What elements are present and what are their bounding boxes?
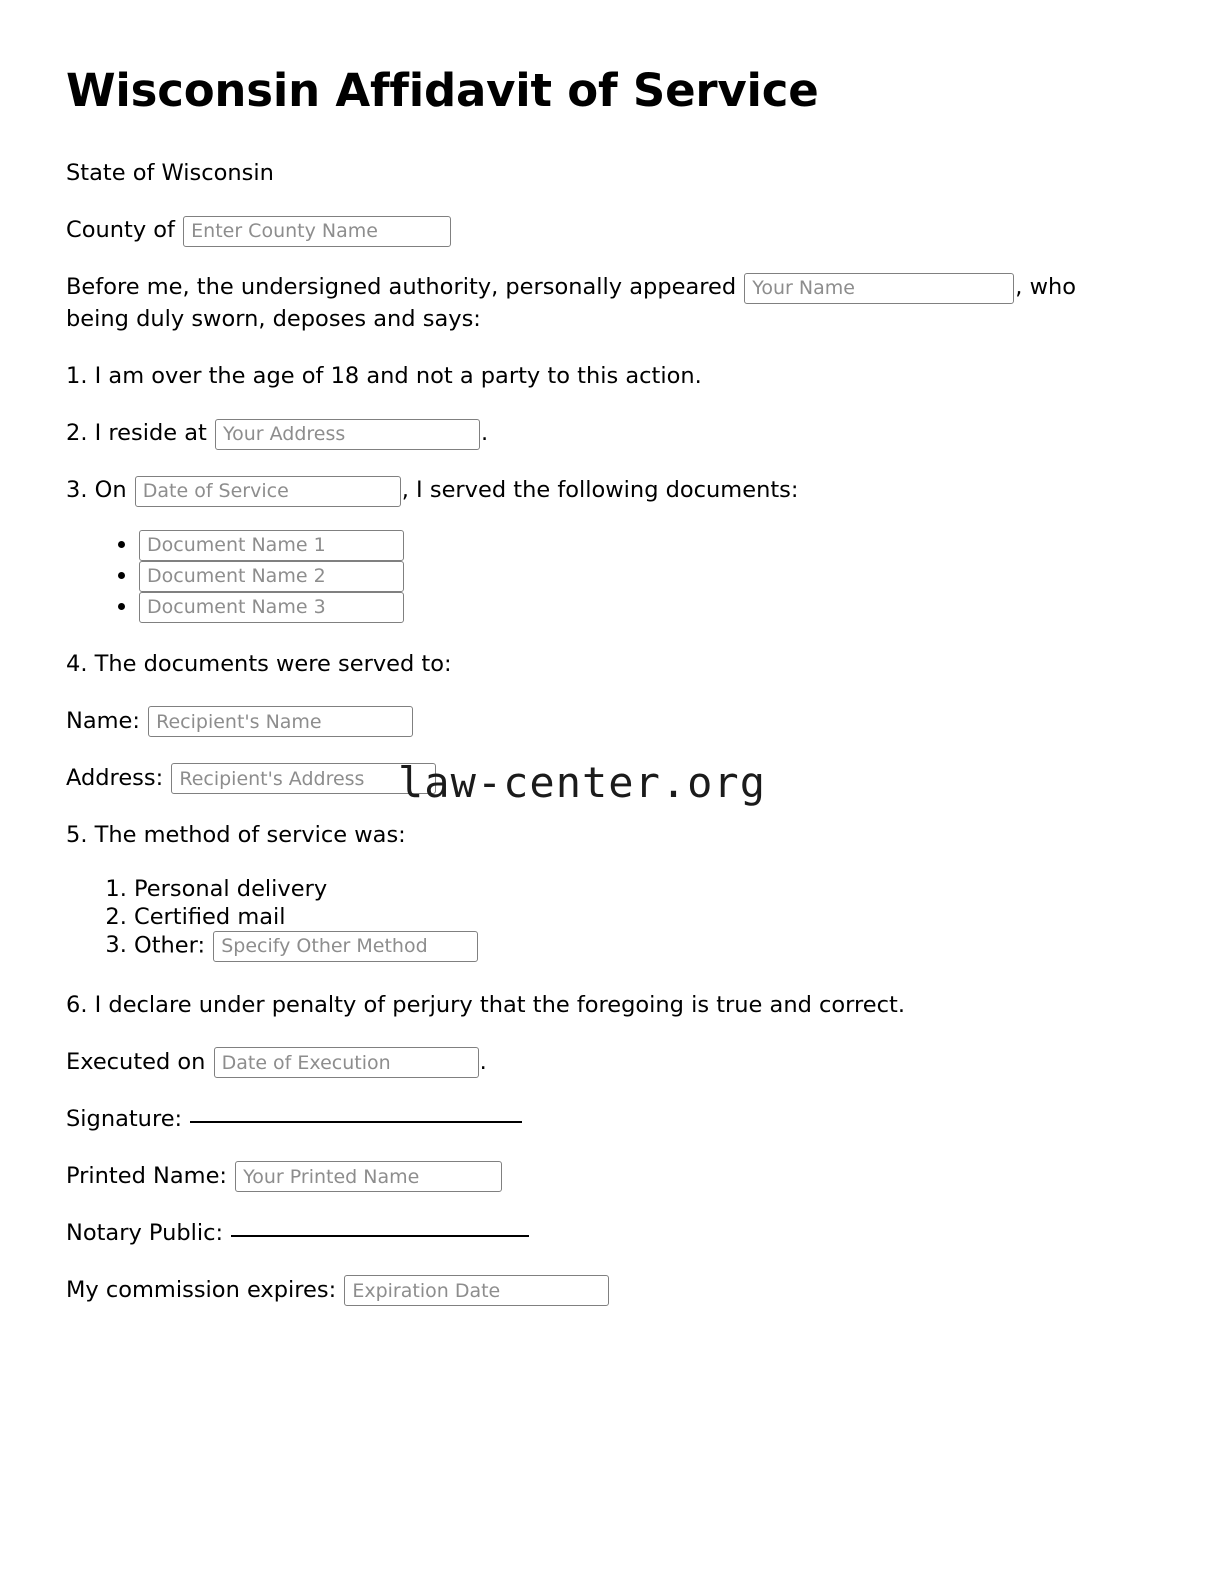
list-item	[134, 931, 1165, 962]
recipient-address-input[interactable]	[171, 763, 436, 794]
item-1: 1. I am over the age of 18 and not a party to this action.	[66, 363, 702, 390]
item-3	[66, 475, 1121, 507]
county-row	[66, 215, 1121, 247]
list-item	[138, 592, 1165, 623]
recipient-name-row	[66, 706, 1121, 738]
notary-signature-line[interactable]	[231, 1235, 529, 1237]
list-item	[134, 903, 1165, 931]
expiration-date-input[interactable]	[344, 1275, 609, 1306]
document-name-2-input[interactable]	[139, 561, 404, 592]
executed-on-suffix: .	[479, 1048, 487, 1075]
item-5: 5. The method of service was:	[66, 821, 406, 848]
item-4: 4. The documents were served to:	[66, 650, 452, 677]
date-of-service-input[interactable]	[135, 476, 401, 507]
item-2-prefix: 2. I reside at	[66, 420, 207, 447]
date-of-execution-input[interactable]	[214, 1047, 479, 1078]
method-of-service-list	[66, 875, 1165, 962]
appearance-paragraph	[66, 272, 1121, 336]
notary-public-row	[66, 1218, 1165, 1250]
commission-expires-row	[66, 1275, 1121, 1307]
method-label-personal-delivery: Personal delivery	[134, 875, 328, 902]
recipient-name-label: Name:	[66, 707, 140, 734]
list-item	[134, 875, 1165, 903]
signature-label: Signature:	[66, 1105, 183, 1132]
list-item	[138, 530, 1165, 561]
list-item	[138, 561, 1165, 592]
notary-public-label: Notary Public:	[66, 1219, 224, 1246]
your-address-input[interactable]	[215, 419, 480, 450]
recipient-name-input[interactable]	[148, 706, 413, 737]
item-2-suffix: .	[481, 420, 489, 447]
document-name-3-input[interactable]	[139, 592, 404, 623]
state-line: State of Wisconsin	[66, 160, 274, 187]
document-name-1-input[interactable]	[139, 530, 404, 561]
printed-name-label: Printed Name:	[66, 1162, 227, 1189]
signature-row	[66, 1104, 1165, 1136]
item-6: 6. I declare under penalty of perjury that the foregoing is true and correct.	[66, 991, 905, 1018]
executed-on-label: Executed on	[66, 1048, 206, 1075]
documents-served-list	[66, 530, 1165, 623]
method-label-certified-mail: Certified mail	[134, 903, 286, 930]
item-2	[66, 418, 1121, 450]
item-3-prefix: 3. On	[66, 477, 127, 504]
page-title: Wisconsin Affidavit of Service	[66, 64, 819, 117]
executed-on-row	[66, 1047, 1121, 1079]
your-name-input[interactable]	[744, 273, 1014, 304]
commission-expires-label: My commission expires:	[66, 1276, 337, 1303]
other-method-input[interactable]	[213, 931, 478, 962]
appearance-text-after: , who being duly sworn, deposes and says:	[66, 274, 1077, 333]
county-input[interactable]	[183, 216, 451, 247]
county-label: County of	[66, 217, 175, 244]
printed-name-row	[66, 1161, 1121, 1193]
recipient-address-row	[66, 763, 1121, 795]
recipient-address-label: Address:	[66, 764, 164, 791]
appearance-text-before: Before me, the undersigned authority, personally appeared	[66, 274, 737, 301]
printed-name-input[interactable]	[235, 1161, 502, 1192]
site-watermark: law-center.org	[398, 758, 767, 807]
method-label-other: Other:	[134, 932, 206, 959]
item-3-suffix: , I served the following documents:	[401, 477, 799, 504]
signature-line[interactable]	[190, 1121, 522, 1123]
